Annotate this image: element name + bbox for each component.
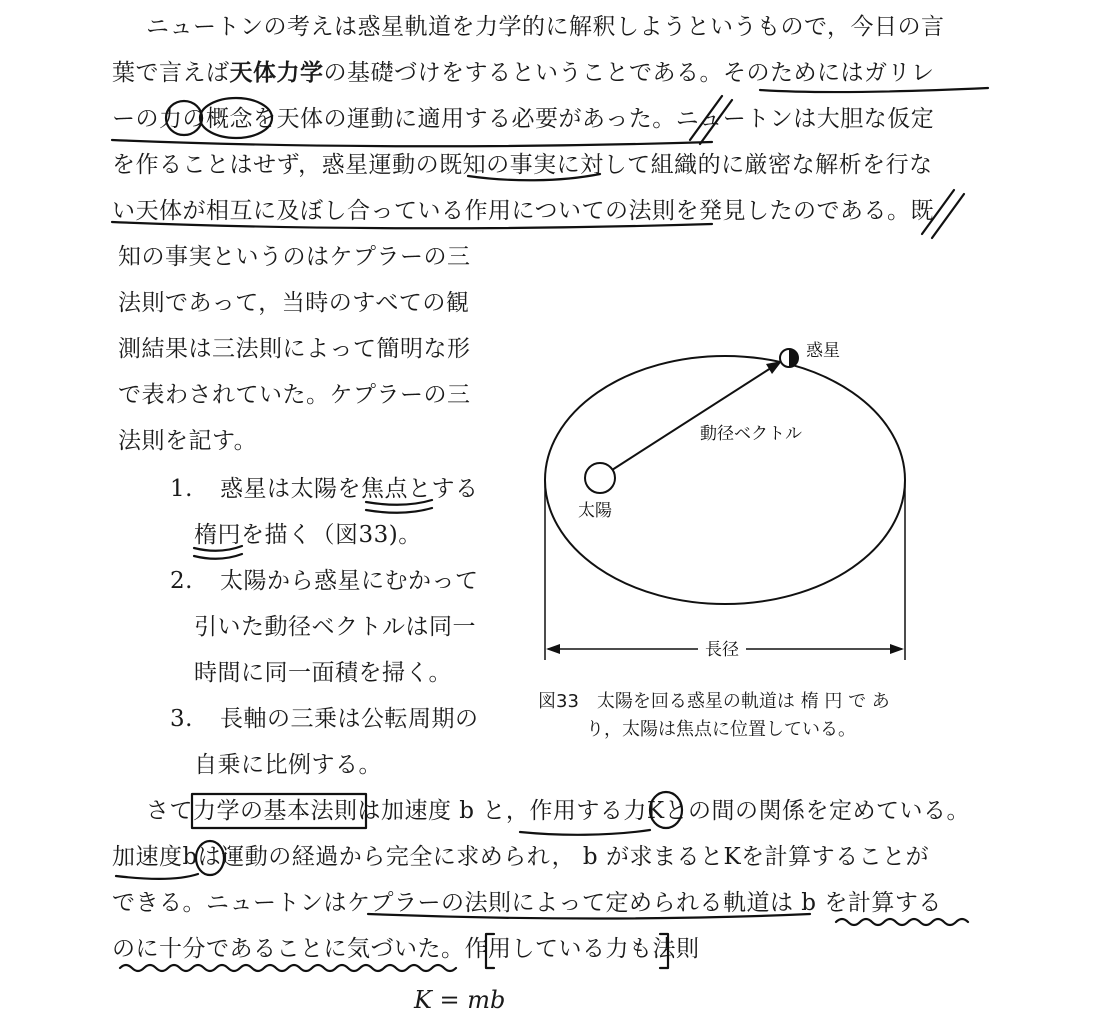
radius-vector-arrow bbox=[612, 366, 774, 470]
major-axis-arrow-left bbox=[546, 644, 560, 654]
underline-galilei-line2 bbox=[760, 88, 988, 92]
underline-focus-2 bbox=[366, 508, 432, 513]
underline-ellipse-2 bbox=[194, 554, 242, 559]
left-column-line4: で表わされていた。ケプラーの三 bbox=[118, 382, 471, 408]
law1-line1: 惑星は太陽を焦点とする bbox=[220, 476, 479, 502]
underline-galilei bbox=[112, 140, 712, 146]
equation: K = mb bbox=[414, 986, 506, 1014]
paragraph2-line4: のに十分であることに気づいた。作用している力も法則 bbox=[112, 936, 700, 962]
bold-term: 天体力学 bbox=[229, 60, 324, 86]
text-span: 葉で言えば bbox=[112, 60, 230, 86]
wavy-underline-calc bbox=[836, 919, 968, 925]
law3-number: 3. bbox=[170, 706, 193, 732]
law2-line1: 太陽から惑星にむかって bbox=[220, 568, 479, 594]
vector-label: 動径ベクトル bbox=[700, 424, 802, 444]
left-column-line5: 法則を記す。 bbox=[118, 428, 258, 454]
paragraph2-line3: できる。ニュートンはケプラーの法則によって定められる軌道は b を計算する bbox=[112, 890, 942, 916]
law2-line2: 引いた動径ベクトルは同一 bbox=[194, 614, 476, 640]
paragraph2-line1: さて力学の基本法則は加速度 b と，作用する力Kとの間の関係を定めている。 bbox=[146, 798, 971, 824]
major-axis-arrow-right bbox=[890, 644, 904, 654]
law2-line3: 時間に同一面積を掃く。 bbox=[194, 660, 453, 686]
law1-line2: 楕円を描く（図33)。 bbox=[194, 522, 422, 548]
left-column-line1: 知の事実というのはケプラーの三 bbox=[118, 244, 471, 270]
wavy-underline-sufficient bbox=[120, 965, 456, 971]
arrow-head bbox=[766, 361, 782, 374]
major-axis-label: 長径 bbox=[705, 640, 739, 660]
sun-circle bbox=[585, 463, 615, 493]
paragraph2-line2: 加速度bは運動の経過から完全に求められ， b が求まるとKを計算することが bbox=[112, 844, 930, 870]
underline-acting-force bbox=[520, 830, 650, 835]
left-column-line3: 測結果は三法則によって簡明な形 bbox=[118, 336, 471, 362]
paragraph1-line5: い天体が相互に及ぼし合っている作用についての法則を発見したのである。既 bbox=[112, 198, 935, 224]
law3-line2: 自乗に比例する。 bbox=[194, 752, 382, 778]
law2-number: 2. bbox=[170, 568, 193, 594]
paragraph1-line2 bbox=[112, 58, 980, 88]
orbit-diagram bbox=[530, 300, 950, 680]
planet-label: 惑星 bbox=[806, 341, 840, 361]
left-column-line2: 法則であって，当時のすべての観 bbox=[118, 290, 470, 316]
sun-label: 太陽 bbox=[578, 501, 612, 521]
paragraph1-line1: ニュートンの考えは惑星軌道を力学的に解釈しようというもので，今日の言 bbox=[146, 14, 945, 40]
paragraph1-line4: を作ることはせず，惑星運動の既知の事実に対して組織的に厳密な解析を行な bbox=[112, 152, 933, 178]
orbit-figure bbox=[530, 300, 950, 680]
underline-acceleration bbox=[116, 874, 198, 879]
law3-line1: 長軸の三乗は公転周期の bbox=[220, 706, 479, 732]
law1-number: 1. bbox=[170, 476, 193, 502]
text-span: の基礎づけをするということである。そのためにはガリレ bbox=[323, 60, 935, 86]
paragraph1-line3: ーの力の概念を天体の運動に適用する必要があった。ニュートンは大胆な仮定 bbox=[112, 106, 935, 132]
figure-caption-line2: り，太陽は焦点に位置している。 bbox=[586, 719, 856, 740]
figure-caption-line1: 図33 太陽を回る惑星の軌道は 楕 円 で あ bbox=[538, 691, 890, 712]
